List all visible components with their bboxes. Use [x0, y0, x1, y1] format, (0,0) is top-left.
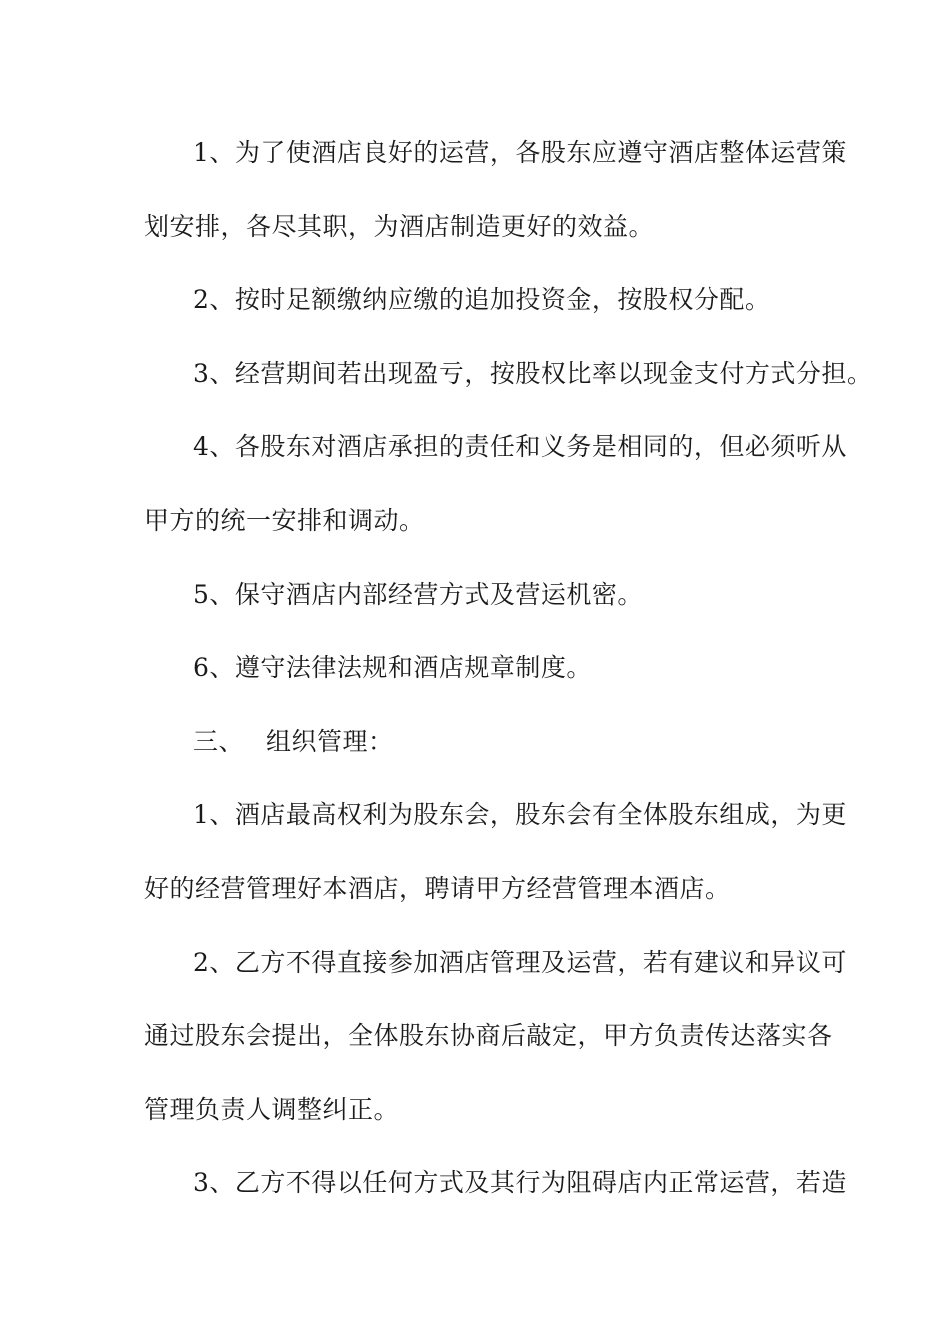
paragraph-line: 5、保守酒店内部经营方式及营运机密。	[193, 579, 643, 609]
paragraph-line: 1、为了使酒店良好的运营，各股东应遵守酒店整体运营策	[193, 138, 847, 167]
paragraph-line: 6、遵守法律法规和酒店规章制度。	[193, 653, 592, 683]
document-body	[144, 128, 873, 1232]
paragraph-line: 3、经营期间若出现盈亏，按股权比率以现金支付方式分担。	[193, 358, 873, 388]
section-title: 组织管理：	[266, 726, 394, 756]
paragraph-line: 甲方的统一安排和调动。	[144, 505, 425, 535]
paragraph-line: 划安排，各尽其职，为酒店制造更好的效益。	[144, 211, 655, 241]
paragraph-line: 通过股东会提出，全体股东协商后敲定，甲方负责传达落实各	[144, 1021, 833, 1051]
paragraph-line: 3、乙方不得以任何方式及其行为阻碍店内正常运营，若造	[193, 1168, 847, 1198]
section-number: 三、	[193, 726, 245, 756]
section-heading	[144, 717, 814, 791]
paragraph-line: 4、各股东对酒店承担的责任和义务是相同的，但必须听从	[193, 432, 847, 462]
paragraph-line: 好的经营管理好本酒店，聘请甲方经营管理本酒店。	[144, 873, 731, 903]
paragraph-line: 管理负责人调整纠正。	[144, 1094, 400, 1124]
paragraph-line: 1、酒店最高权利为股东会，股东会有全体股东组成，为更	[193, 800, 847, 830]
paragraph-line: 2、乙方不得直接参加酒店管理及运营，若有建议和异议可	[193, 947, 847, 977]
paragraph-line: 2、按时足额缴纳应缴的追加投资金，按股权分配。	[193, 285, 771, 315]
